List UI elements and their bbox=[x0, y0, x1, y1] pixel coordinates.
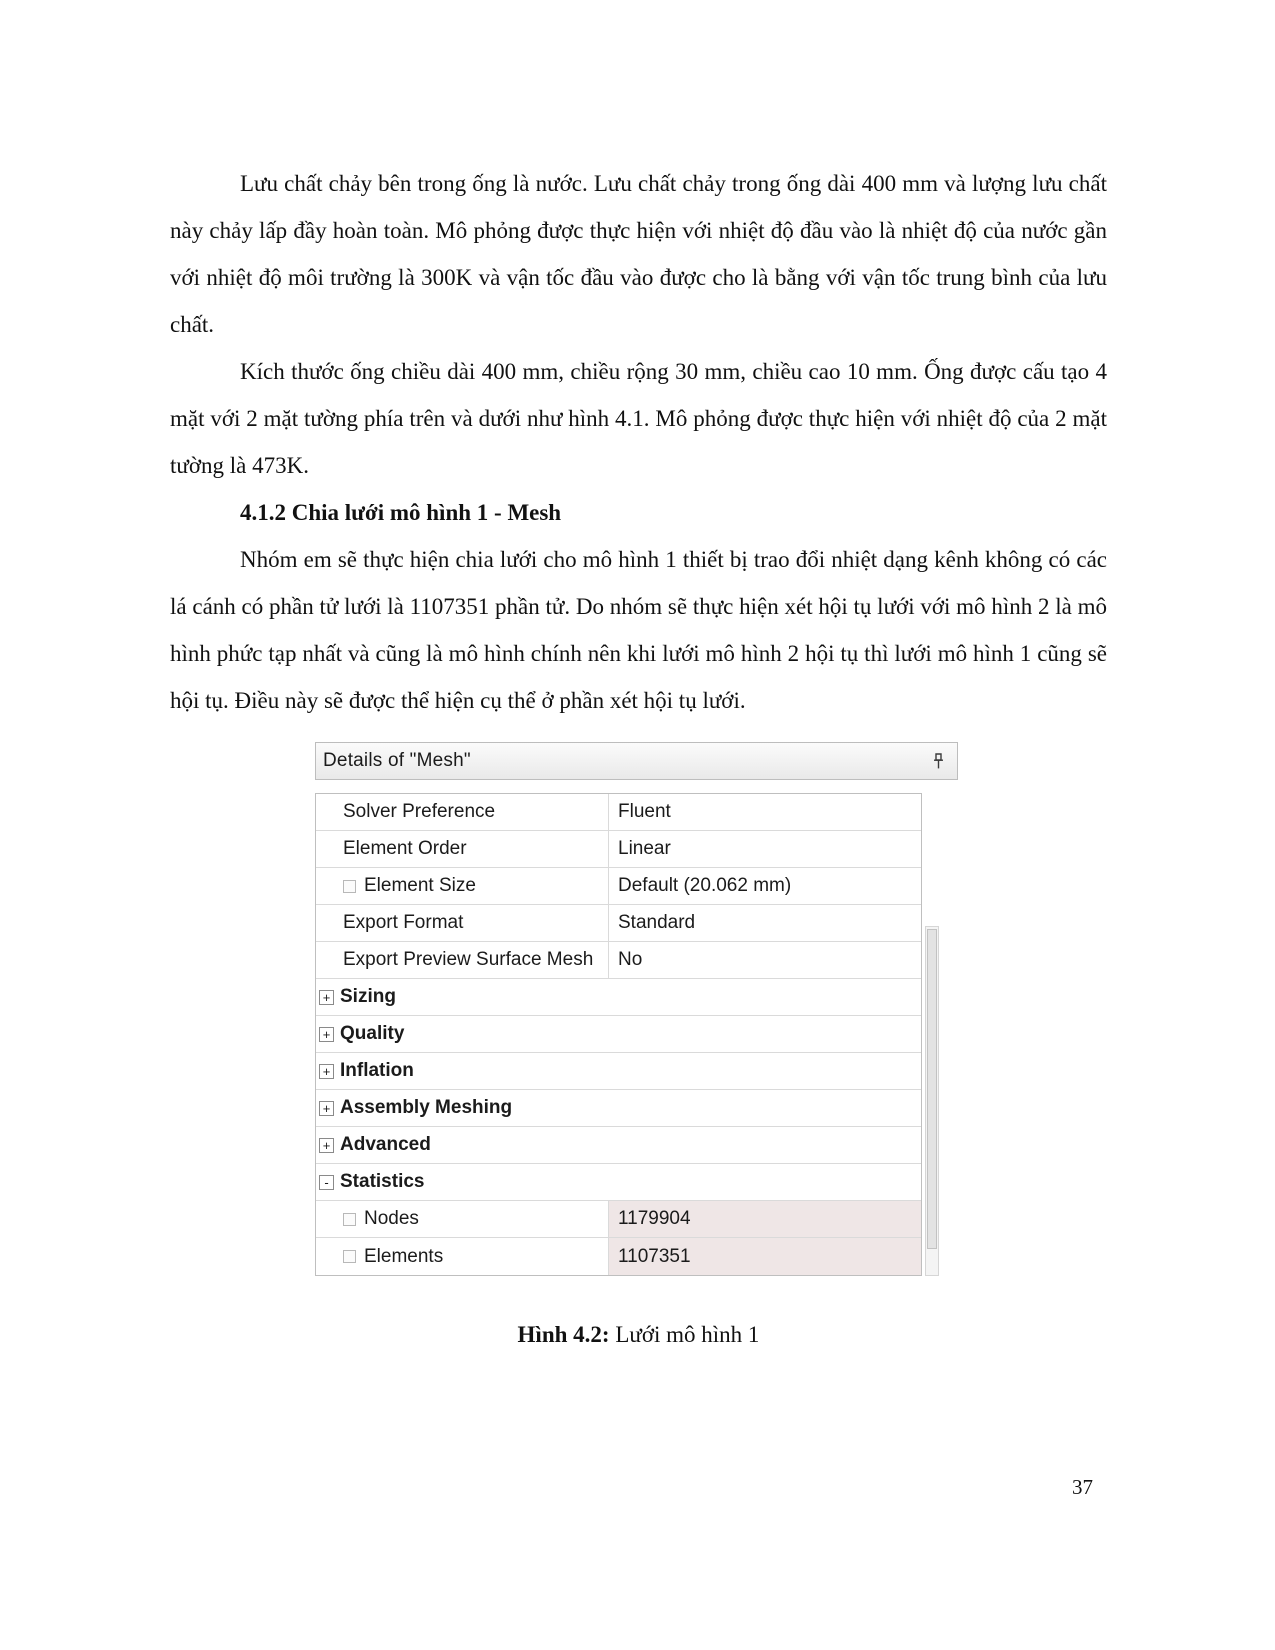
figure-caption bbox=[170, 1320, 1107, 1350]
figure-caption-text: Lưới mô hình 1 bbox=[609, 1322, 760, 1347]
section-label: Sizing bbox=[340, 986, 396, 1007]
paragraph-pipe-dimensions: Kích thước ống chiều dài 400 mm, chiều rộng 30 mm, chiều cao 10 mm. Ống được cấu tạo 4 mặt với 2 mặt tường phía trên và dưới như hình 4.1. Mô phỏng được thực hiện với nhiệt độ của 2 mặt tường là 473K. bbox=[170, 359, 1107, 478]
page-content bbox=[170, 160, 1107, 1350]
row-export-format[interactable] bbox=[316, 905, 921, 942]
mesh-details-panel bbox=[315, 742, 958, 1276]
section-label: Statistics bbox=[340, 1171, 425, 1192]
property-value: No bbox=[618, 949, 643, 970]
checkbox-icon[interactable] bbox=[343, 1213, 356, 1226]
section-label: Advanced bbox=[340, 1134, 431, 1155]
section-label: Inflation bbox=[340, 1060, 414, 1081]
panel-titlebar bbox=[315, 742, 958, 780]
row-nodes[interactable] bbox=[316, 1201, 921, 1238]
section-row-assembly-meshing[interactable] bbox=[316, 1090, 921, 1127]
checkbox-icon[interactable] bbox=[343, 880, 356, 893]
property-value: Default (20.062 mm) bbox=[618, 875, 792, 896]
scrollbar-thumb[interactable] bbox=[927, 929, 937, 1249]
expand-icon[interactable]: + bbox=[319, 1138, 334, 1153]
figure-caption-label: Hình 4.2: bbox=[517, 1322, 610, 1347]
property-label: Element Size bbox=[364, 875, 476, 896]
mesh-details-table bbox=[315, 793, 941, 1276]
property-label: Element Order bbox=[343, 838, 467, 859]
section-label: Quality bbox=[340, 1023, 405, 1044]
row-element-order[interactable] bbox=[316, 831, 921, 868]
expand-icon[interactable]: + bbox=[319, 990, 334, 1005]
section-row-sizing[interactable] bbox=[316, 979, 921, 1016]
collapse-icon[interactable]: - bbox=[319, 1175, 334, 1190]
panel-title: Details of "Mesh" bbox=[323, 750, 471, 771]
property-value: Standard bbox=[618, 912, 696, 933]
section-row-advanced[interactable] bbox=[316, 1127, 921, 1164]
paragraph-fluid-description: Lưu chất chảy bên trong ống là nước. Lưu chất chảy trong ống dài 400 mm và lượng lưu chất này chảy lấp đầy hoàn toàn. Mô phỏng được thực hiện với nhiệt độ đầu vào là nhiệt độ của nước gần với nhiệt độ môi trường là 300K và vận tốc đầu vào được cho là bằng với vận tốc trung bình của lưu chất. bbox=[170, 171, 1107, 337]
section-row-inflation[interactable] bbox=[316, 1053, 921, 1090]
statistic-label: Nodes bbox=[364, 1208, 419, 1229]
statistic-value: 1179904 bbox=[618, 1208, 691, 1229]
section-label: Assembly Meshing bbox=[340, 1097, 513, 1118]
checkbox-icon[interactable] bbox=[343, 1250, 356, 1263]
property-value: Linear bbox=[618, 838, 671, 859]
row-element-size[interactable] bbox=[316, 868, 921, 905]
vertical-scrollbar[interactable] bbox=[925, 926, 939, 1276]
property-label: Export Format bbox=[343, 912, 464, 933]
property-value: Fluent bbox=[618, 801, 671, 822]
property-label: Export Preview Surface Mesh bbox=[343, 949, 594, 970]
section-row-statistics[interactable] bbox=[316, 1164, 921, 1201]
expand-icon[interactable]: + bbox=[319, 1064, 334, 1079]
paragraph-mesh-description: Nhóm em sẽ thực hiện chia lưới cho mô hình 1 thiết bị trao đổi nhiệt dạng kênh không có các lá cánh có phần tử lưới là 1107351 phần tử. Do nhóm sẽ thực hiện xét hội tụ lưới với mô hình 2 là mô hình phức tạp nhất và cũng là mô hình chính nên khi lưới mô hình 2 hội tụ thì lưới mô hình 1 cũng sẽ hội tụ. Điều này sẽ được thể hiện cụ thể ở phần xét hội tụ lưới. bbox=[170, 547, 1107, 713]
row-elements[interactable] bbox=[316, 1238, 921, 1275]
expand-icon[interactable]: + bbox=[319, 1101, 334, 1116]
section-row-quality[interactable] bbox=[316, 1016, 921, 1053]
statistic-label: Elements bbox=[364, 1245, 444, 1267]
statistic-value: 1107351 bbox=[618, 1245, 691, 1267]
row-export-preview-surface-mesh[interactable] bbox=[316, 942, 921, 979]
expand-icon[interactable]: + bbox=[319, 1027, 334, 1042]
pin-icon[interactable] bbox=[932, 753, 945, 770]
section-heading: 4.1.2 Chia lưới mô hình 1 - Mesh bbox=[240, 500, 562, 525]
property-label: Solver Preference bbox=[343, 801, 496, 822]
row-solver-preference[interactable] bbox=[316, 794, 921, 831]
page-number: 37 bbox=[1072, 1475, 1093, 1499]
